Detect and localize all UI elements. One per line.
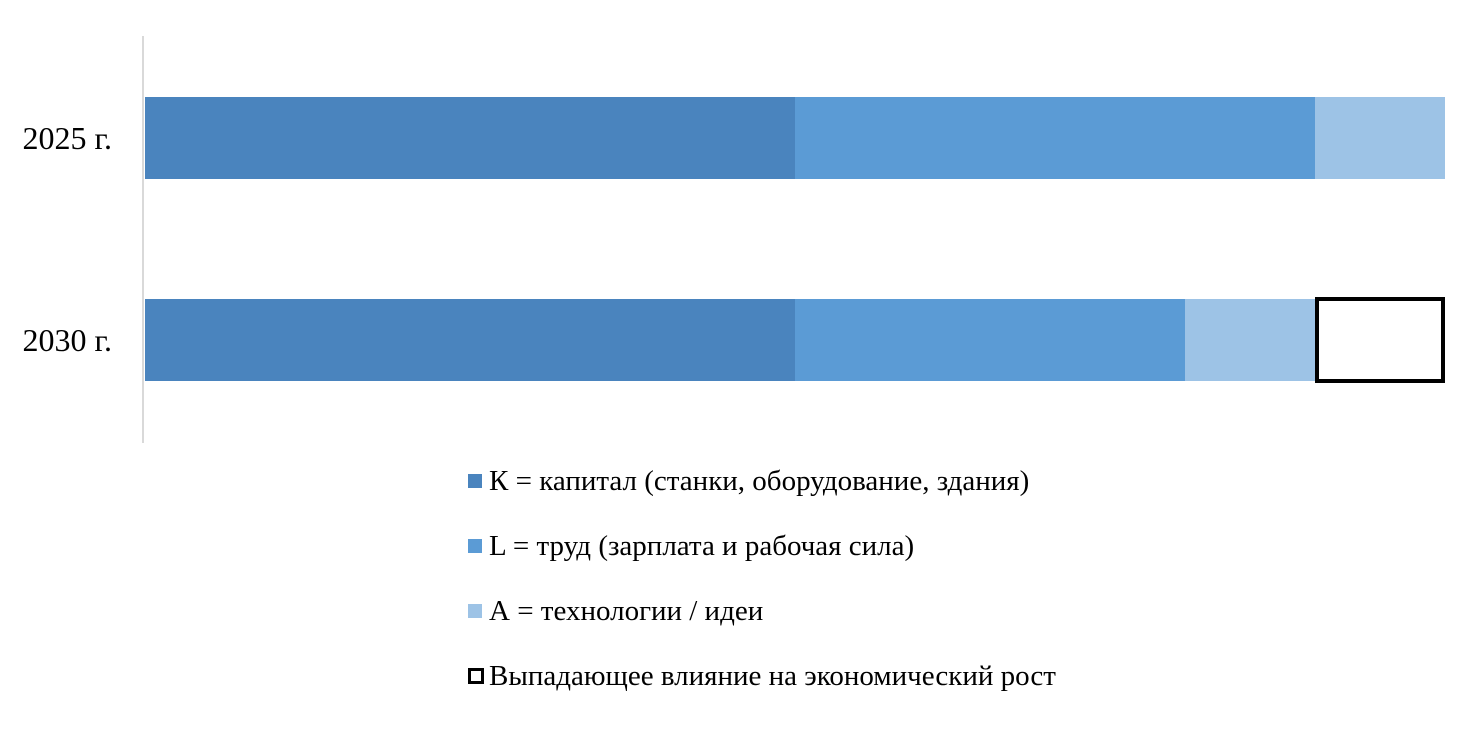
legend-label: Выпадающее влияние на экономический рост — [489, 659, 1056, 692]
plot-area — [142, 36, 1462, 443]
legend-swatch-icon — [468, 668, 484, 684]
bar-segment-l — [795, 97, 1315, 179]
legend-label: А = технологии / идеи — [489, 594, 764, 627]
legend-swatch-icon — [468, 604, 482, 618]
bar-segment-missing — [1315, 297, 1445, 383]
legend-item-a — [468, 594, 1056, 628]
bar-row — [145, 299, 1445, 381]
legend-item-k — [468, 464, 1056, 498]
bar-segment-a — [1185, 299, 1315, 381]
legend-swatch-icon — [468, 474, 482, 488]
legend-swatch-icon — [468, 539, 482, 553]
bar-segment-k — [145, 299, 795, 381]
bar-segment-k — [145, 97, 795, 179]
legend-item-l — [468, 529, 1056, 563]
bar-segment-a — [1315, 97, 1445, 179]
y-axis-line — [142, 36, 144, 443]
legend-label: L = труд (зарплата и рабочая сила) — [489, 529, 915, 562]
category-label: 2030 г. — [22, 321, 112, 358]
bar-segment-l — [795, 299, 1185, 381]
legend-item-missing — [468, 659, 1056, 693]
category-label: 2025 г. — [22, 119, 112, 156]
chart-legend — [468, 464, 1056, 724]
bar-row — [145, 97, 1445, 179]
legend-label: К = капитал (станки, оборудование, здания) — [489, 464, 1030, 497]
